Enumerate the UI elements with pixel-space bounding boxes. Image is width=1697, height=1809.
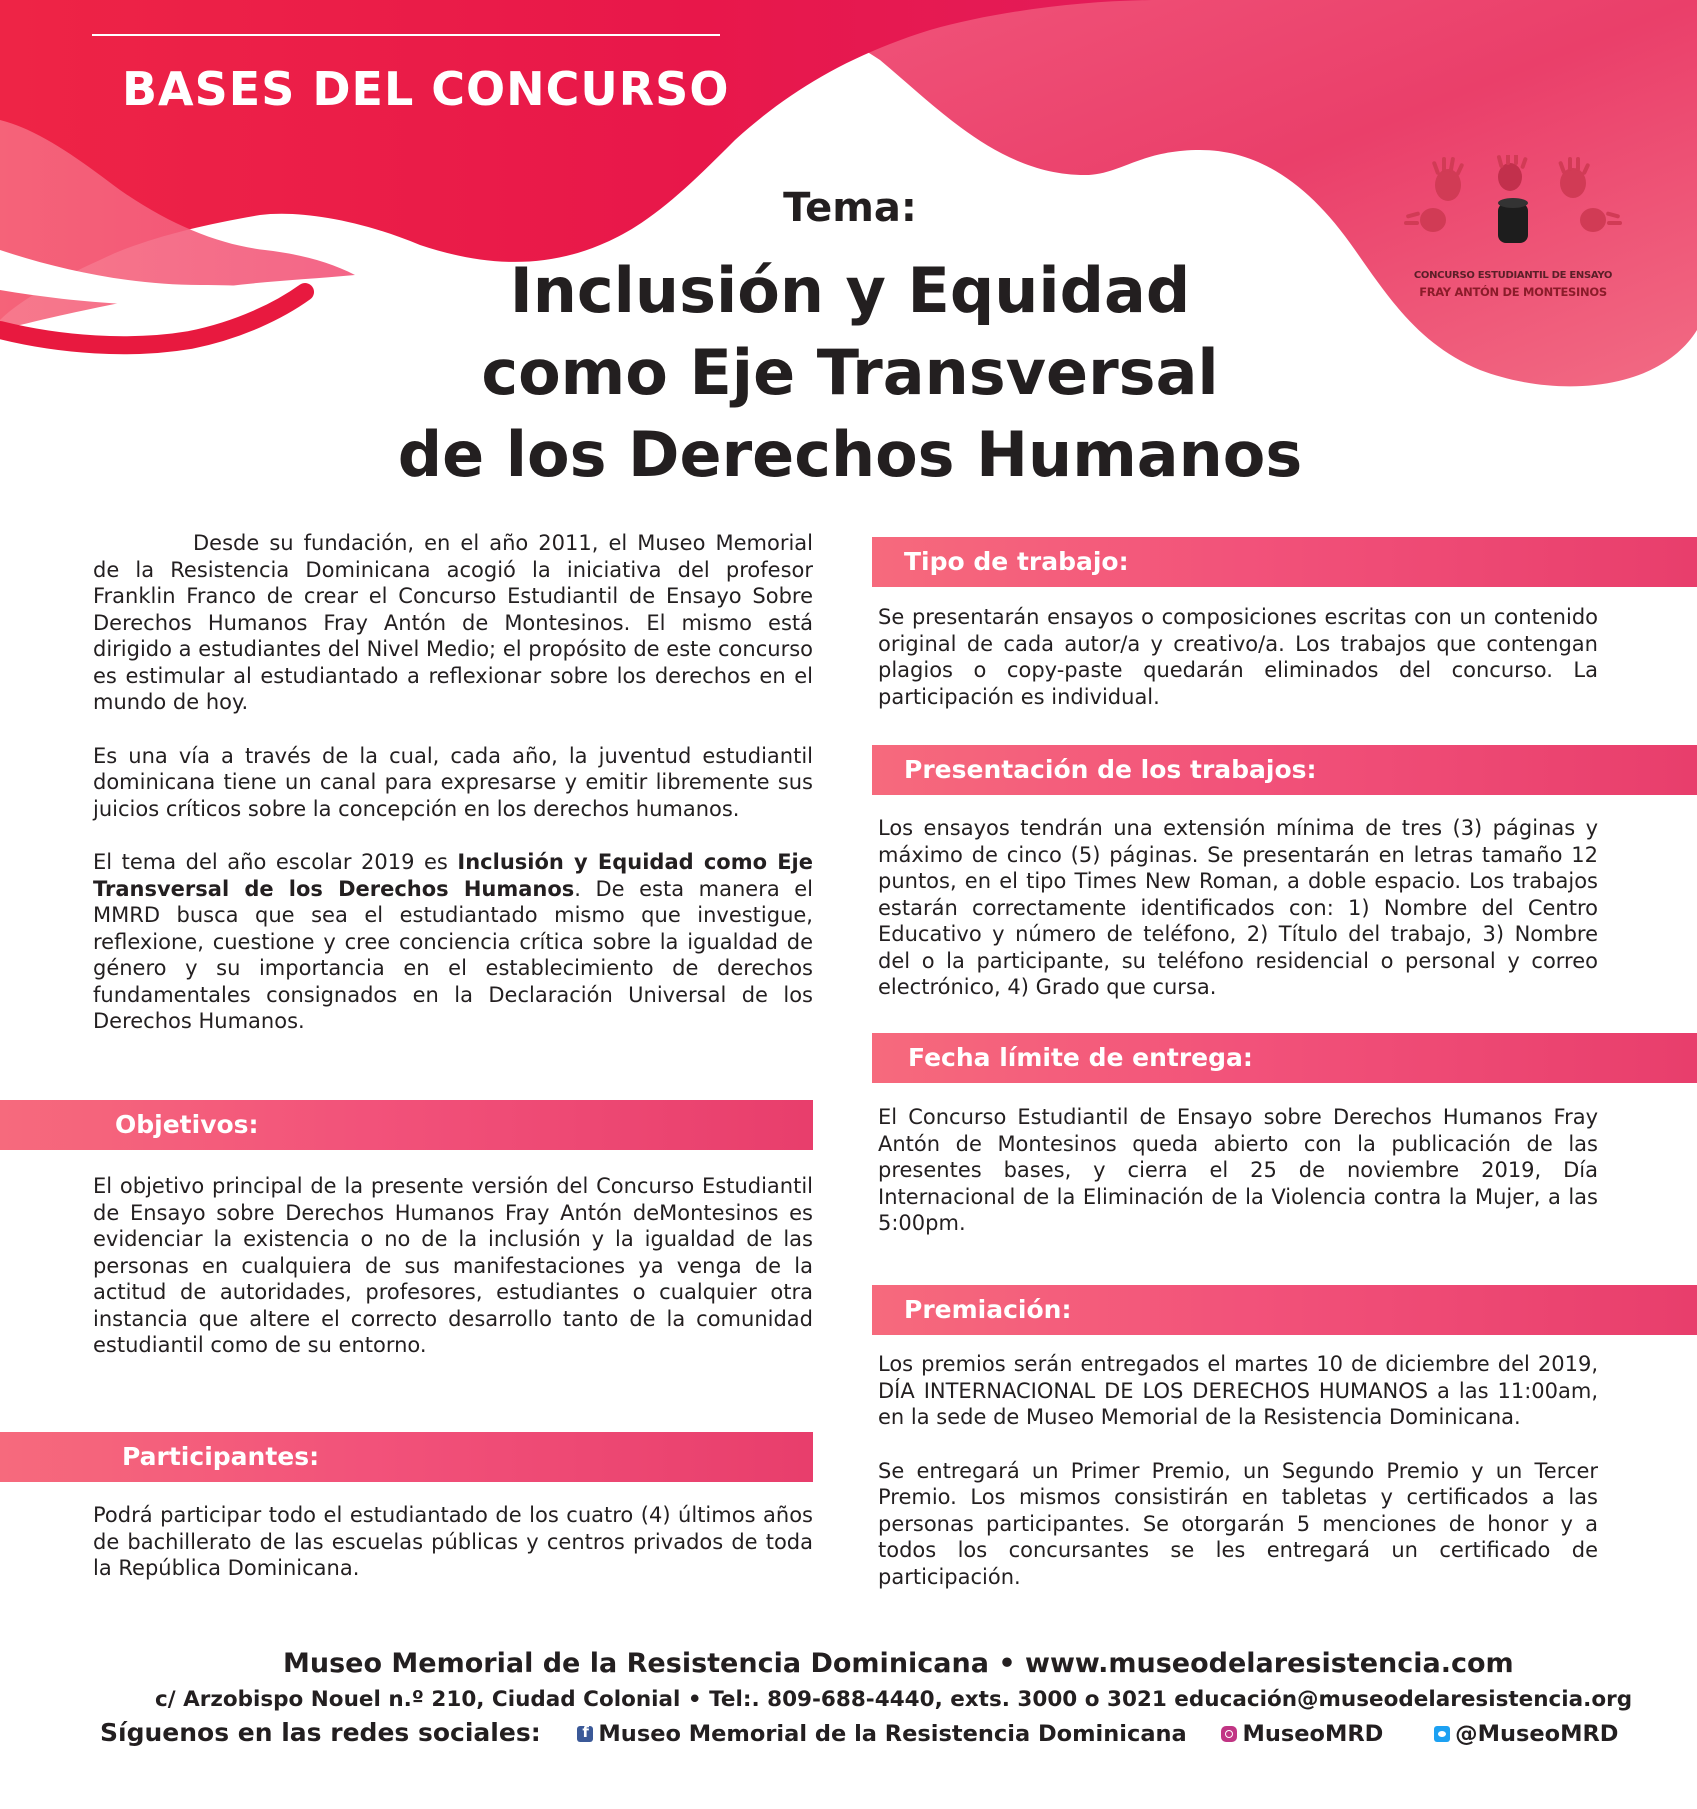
footer-social-line bbox=[100, 1718, 1619, 1747]
main-title bbox=[330, 250, 1370, 496]
intro-paragraph-2: Es una vía a través de la cual, cada año, la juventud estudiantil dominicana tiene un canal para expresarse y emitir libremente sus juicios críticos sobre la concepción en los derechos humanos. bbox=[93, 743, 813, 821]
premiacion-text bbox=[878, 1351, 1598, 1590]
instagram-link[interactable]: MuseoMRD bbox=[1242, 1721, 1384, 1747]
theme-highlight: Inclusión y Equidad como Eje Transversal de los Derechos Humanos bbox=[93, 850, 813, 901]
footer-museum-line: Museo Memorial de la Resistencia Dominicana • www.museodelaresistencia.com bbox=[283, 1648, 1514, 1679]
premiacion-paragraph-1: Los premios serán entregados el martes 10 de diciembre del 2019, DÍA INTERNACIONAL DE LOS DERECHOS HUMANOS a las 11:00am, en la sede de Museo Memorial de la Resistencia Dominicana. bbox=[878, 1352, 1598, 1429]
header-rule bbox=[92, 34, 720, 36]
section-heading-participantes: Participantes: bbox=[0, 1432, 813, 1482]
facebook-link[interactable]: Museo Memorial de la Resistencia Dominicana bbox=[598, 1721, 1187, 1747]
contest-logo bbox=[1398, 155, 1628, 305]
twitter-icon bbox=[1434, 1726, 1450, 1742]
twitter-link[interactable]: @MuseoMRD bbox=[1455, 1721, 1619, 1747]
objetivos-text: El objetivo principal de la presente versión del Concurso Estudiantil de Ensayo sobre Derechos Humanos Fray Antón deMontesinos es evidenciar la existencia o no de la inclusión y la igualdad de las personas en cualquiera de sus manifestaciones ya venga de la actitud de autoridades, profesores, estudiantes o cualquier otra instancia que altere el correcto desarrollo tanto de la comunidad estudiantil como de su entorno. bbox=[93, 1174, 813, 1357]
presentacion-text: Los ensayos tendrán una extensión mínima de tres (3) páginas y máximo de cinco (5) páginas. Se presentarán en letras tamaño 12 puntos, en el tipo Times New Roman, a doble espacio. Los trabajos estarán correctamente identificados con: 1) Nombre del Centro Educativo y número de teléfono, 2) Título del trabajo, 3) Nombre del o la participante, su teléfono residencial o personal y correo electrónico, 4) Grado que cursa. bbox=[878, 816, 1598, 999]
section-heading-fecha: Fecha límite de entrega: bbox=[872, 1033, 1697, 1083]
facebook-icon bbox=[577, 1726, 593, 1742]
intro-text bbox=[93, 530, 813, 1035]
footer-address-line: c/ Arzobispo Nouel n.º 210, Ciudad Colonial • Tel:. 809-688-4440, exts. 3000 o 3021 educación@museodelaresistencia.org bbox=[155, 1687, 1633, 1712]
logo-line-1: CONCURSO ESTUDIANTIL DE ENSAYO bbox=[1413, 270, 1613, 281]
main-title-line: de los Derechos Humanos bbox=[397, 418, 1303, 491]
fecha-text: El Concurso Estudiantil de Ensayo sobre Derechos Humanos Fray Antón de Montesinos queda abierto con la publicación de las presentes bases, y cierra el 25 de noviembre 2019, Día Internacional de la Eliminación de la Violencia contra la Mujer, a las 5:00pm. bbox=[878, 1105, 1598, 1235]
premiacion-paragraph-2: Se entregará un Primer Premio, un Segundo Premio y un Tercer Premio. Los mismos consistirán en tabletas y certificados a las personas participantes. Se otorgarán 5 menciones de honor y a todos los concursantes se les entregará un certificado de participación. bbox=[878, 1458, 1598, 1589]
section-heading-presentacion: Presentación de los trabajos: bbox=[872, 745, 1697, 795]
participantes-text: Podrá participar todo el estudiantado de los cuatro (4) últimos años de bachillerato de las escuelas públicas y centros privados de toda la República Dominicana. bbox=[93, 1503, 813, 1580]
bases-title: BASES DEL CONCURSO bbox=[122, 62, 730, 116]
hands-logo-icon bbox=[1398, 155, 1628, 265]
section-heading-tipo: Tipo de trabajo: bbox=[872, 537, 1697, 587]
section-heading-objetivos: Objetivos: bbox=[0, 1100, 813, 1150]
tema-label: Tema: bbox=[783, 185, 917, 231]
social-label: Síguenos en las redes sociales: bbox=[100, 1718, 541, 1747]
intro-paragraph-1: Desde su fundación, en el año 2011, el Museo Memorial de la Resistencia Dominicana acogió la iniciativa del profesor Franklin Franco de crear el Concurso Estudiantil de Ensayo Sobre Derechos Humanos Fray Antón de Montesinos. El mismo está dirigido a estudiantes del Nivel Medio; el propósito de este concurso es estimular al estudiantado a reflexionar sobre los derechos en el mundo de hoy. bbox=[93, 531, 813, 714]
main-title-line: Inclusión y Equidad bbox=[509, 254, 1191, 327]
section-heading-premiacion: Premiación: bbox=[872, 1285, 1697, 1335]
main-title-line: como Eje Transversal bbox=[481, 336, 1219, 409]
logo-line-2: FRAY ANTÓN DE MONTESINOS bbox=[1419, 285, 1607, 299]
instagram-icon bbox=[1221, 1726, 1237, 1742]
intro-paragraph-3: El tema del año escolar 2019 es Inclusión y Equidad como Eje Transversal de los Derechos Humanos. De esta manera el MMRD busca que sea el estudiantado mismo que investigue, reflexione, cuestione y cree conciencia crítica sobre la igualdad de género y su importancia en el establecimiento de derechos fundamentales consignados en la Declaración Universal de los Derechos Humanos. bbox=[93, 850, 813, 1033]
tipo-text: Se presentarán ensayos o composiciones escritas con un contenido original de cada autor/a y creativo/a. Los trabajos que contengan plagios o copy-paste quedarán eliminados del concurso. La participación es individual. bbox=[878, 605, 1598, 709]
